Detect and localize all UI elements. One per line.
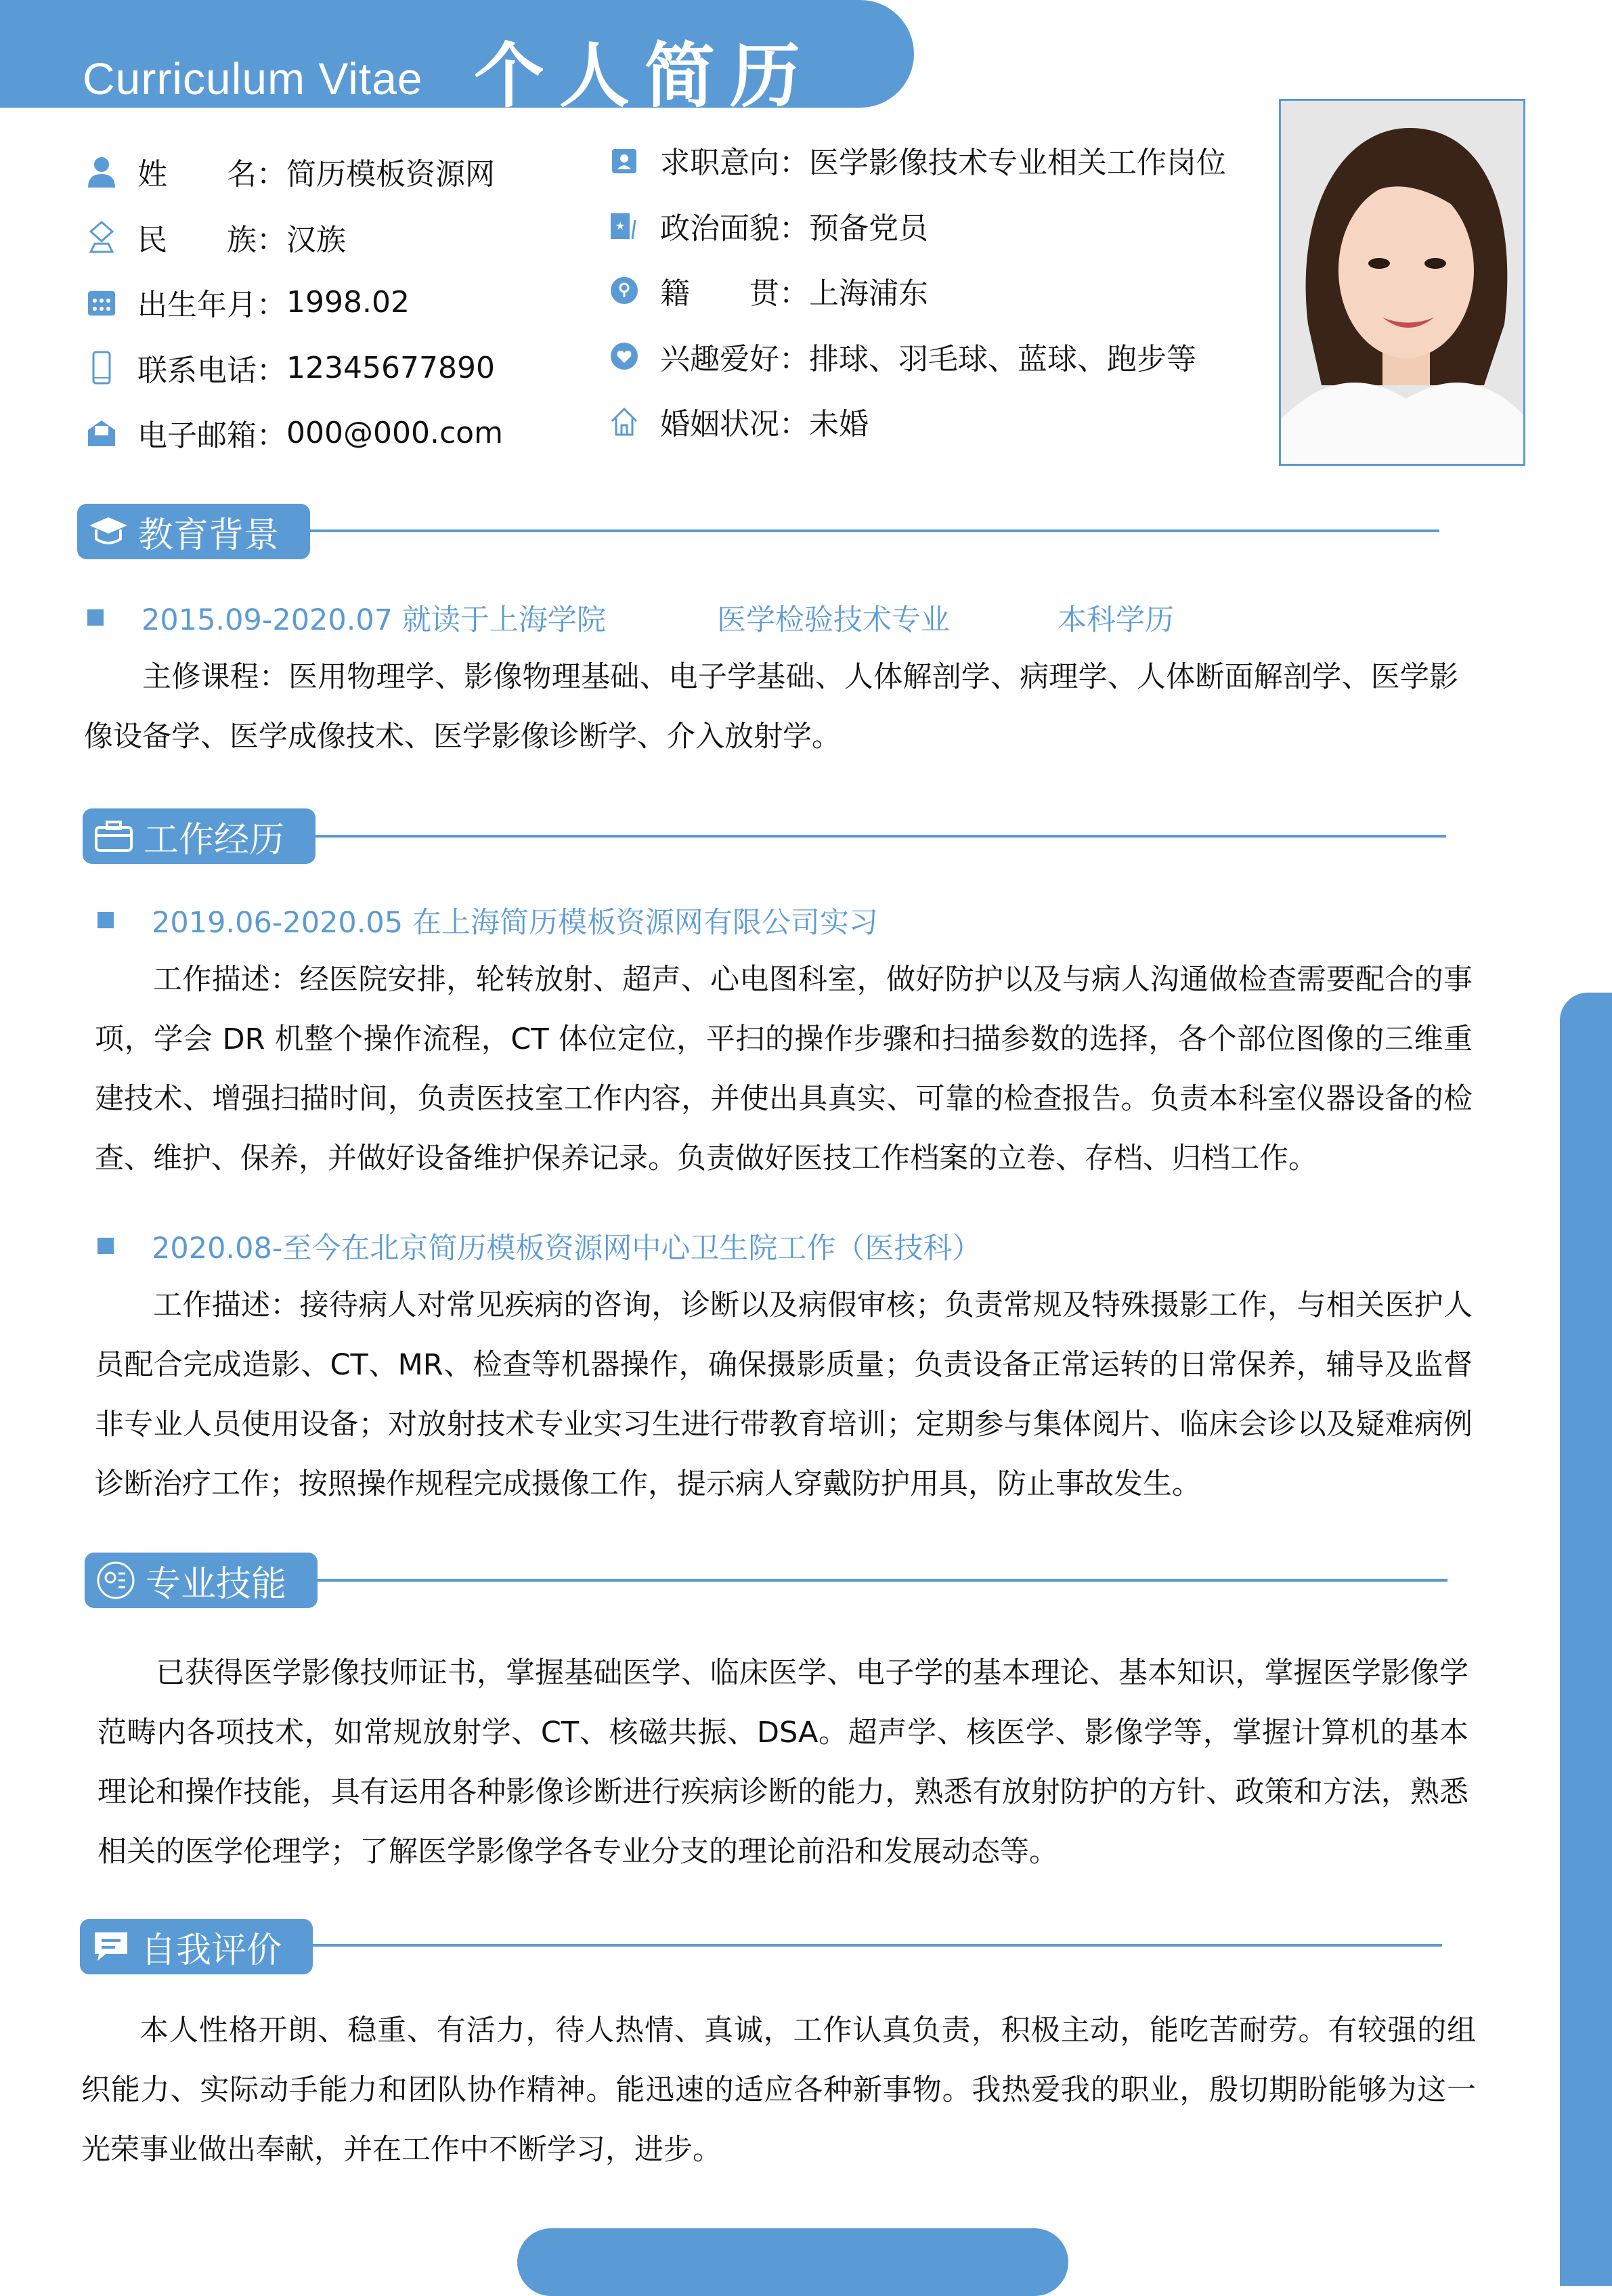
label: 籍 贯： [660, 276, 809, 311]
label: 婚姻状况： [660, 407, 809, 441]
info-hometown [607, 270, 1226, 311]
label: 联系电话： [137, 353, 286, 388]
value: 12345677890 [286, 350, 495, 385]
work-heading: 2020.08-至今在北京简历模板资源网中心卫生院工作（医技科） [152, 1231, 982, 1265]
education-courses: 主修课程：医用物理学、影像物理基础、电子学基础、人体解剖学、病理学、人体断面解剖学、医学影像设备学、医学成像技术、医学影像诊断学、介入放射学。 [84, 660, 1458, 754]
value: 上海浦东 [809, 276, 928, 311]
bullet [97, 1238, 114, 1254]
info-job-intent [607, 139, 1226, 180]
info-ethnicity [85, 217, 503, 257]
section-header-education [77, 504, 310, 559]
phone-icon [85, 351, 118, 385]
badge-icon [607, 143, 641, 177]
info-politics [607, 205, 1226, 246]
info-name [85, 151, 503, 192]
briefcase-icon [92, 815, 135, 858]
section-header-self [80, 1919, 313, 1974]
label: 兴趣爱好： [660, 342, 809, 376]
value: 000@000.com [286, 415, 503, 450]
skills-icon [94, 1559, 137, 1602]
education-major: 医学检验技术专业 [717, 603, 950, 637]
value: 简历模板资源网 [286, 157, 495, 192]
work-description: 工作描述：接待病人对常见疾病的咨询，诊断以及病假审核；负责常规及特殊摄影工作，与相关医护人员配合完成造影、CT、MR、检查等机器操作，确保摄影质量；负责设备正常运转的日常保养，辅导及监督非专业人员使用设备；对放射技术专业实习生进行带教育培训；定期参与集体阅片、临床会诊以及疑难病例诊断治疗工作；按照操作规程完成摄像工作，提示病人穿戴防护用具，防止事故发生。 [95, 1288, 1473, 1501]
section-title: 教育背景 [138, 515, 280, 556]
label: 政治面貌： [660, 211, 809, 246]
education-school: 2015.09-2020.07 就读于上海学院 [141, 603, 606, 637]
info-phone [85, 347, 503, 388]
profile-photo [1279, 99, 1525, 466]
decorative-side-bar [1560, 993, 1612, 2286]
section-title: 自我评价 [141, 1930, 282, 1971]
value: 排球、羽毛球、蓝球、跑步等 [809, 342, 1196, 376]
section-divider [313, 1944, 1442, 1947]
section-header-work [83, 808, 315, 864]
section-divider [310, 529, 1439, 532]
header-title: 个人简历 [474, 35, 816, 117]
person-icon [85, 154, 118, 188]
value: 医学影像技术专业相关工作岗位 [809, 146, 1226, 180]
education-entry [87, 597, 1174, 638]
comment-icon [89, 1925, 133, 1968]
info-marital [607, 401, 1226, 441]
section-title: 工作经历 [144, 819, 285, 861]
mail-icon [85, 416, 118, 450]
info-left [85, 151, 503, 453]
section-divider [317, 1579, 1447, 1582]
ethnicity-icon [85, 220, 118, 254]
graduation-cap-icon [87, 510, 130, 553]
book-icon [607, 209, 641, 242]
info-email [85, 412, 503, 453]
label: 求职意向： [660, 146, 809, 180]
skills-text: 已获得医学影像技师证书，掌握基础医学、临床医学、电子学的基本理论、基本知识，掌握医学影像学范畴内各项技术，如常规放射学、CT、核磁共振、DSA。超声学、核医学、影像学等，掌握计算机的基本理论和操作技能，具有运用各种影像诊断进行疾病诊断的能力，熟悉有放射防护的方针、政策和方法，熟悉相关的医学伦理学；了解医学影像学各专业分支的理论前沿和发展动态等。 [97, 1656, 1468, 1869]
value: 未婚 [809, 407, 869, 441]
info-hobbies [607, 336, 1226, 376]
section-title: 专业技能 [146, 1563, 287, 1605]
label: 民 族： [137, 223, 286, 257]
value: 1998.02 [286, 284, 410, 320]
value: 预备党员 [809, 211, 928, 246]
header-subtitle: Curriculum Vitae [83, 53, 423, 104]
work-heading: 2019.06-2020.05 在上海简历模板资源网有限公司实习 [152, 905, 878, 940]
work-description: 工作描述：经医院安排，轮转放射、超声、心电图科室，做好防护以及与病人沟通做检查需要配合的事项，学会 DR 机整个操作流程，CT 体位定位，平扫的操作步骤和扫描参数的选择，各个部位图像的三维重建技术、增强扫描时间，负责医技室工作内容，并使出具真实、可靠的检查报告。负责本科室仪器设备的检查、维护、保养，并做好设备维护保养记录。负责做好医技工作档案的立卷、存档、归档工作。 [95, 963, 1473, 1175]
value: 汉族 [286, 223, 346, 257]
work-entry-heading [97, 1226, 981, 1266]
label: 姓 名： [137, 157, 286, 192]
bullet [97, 912, 114, 928]
location-icon [607, 274, 641, 307]
home-icon [607, 404, 641, 438]
heart-icon [607, 339, 641, 373]
calendar-icon [85, 285, 118, 319]
info-birth [85, 282, 503, 322]
self-evaluation-text: 本人性格开朗、稳重、有活力，待人热情、真诚，工作认真负责，积极主动，能吃苦耐劳。有较强的组织能力、实际动手能力和团队协作精神。能迅速的适应各种新事物。我热爱我的职业，殷切期盼能够为这一光荣事业做出奉献，并在工作中不断学习，进步。 [81, 2014, 1476, 2167]
info-right [607, 139, 1226, 441]
work-entry-heading [97, 900, 878, 940]
label: 出生年月： [137, 288, 286, 322]
label: 电子邮箱： [137, 418, 286, 453]
svg-text:★: ★ [615, 219, 626, 232]
education-degree: 本科学历 [1058, 603, 1174, 637]
decorative-bottom-pill [517, 2228, 1068, 2296]
bullet [87, 609, 104, 626]
section-divider [315, 835, 1446, 838]
section-header-skills [85, 1553, 318, 1608]
